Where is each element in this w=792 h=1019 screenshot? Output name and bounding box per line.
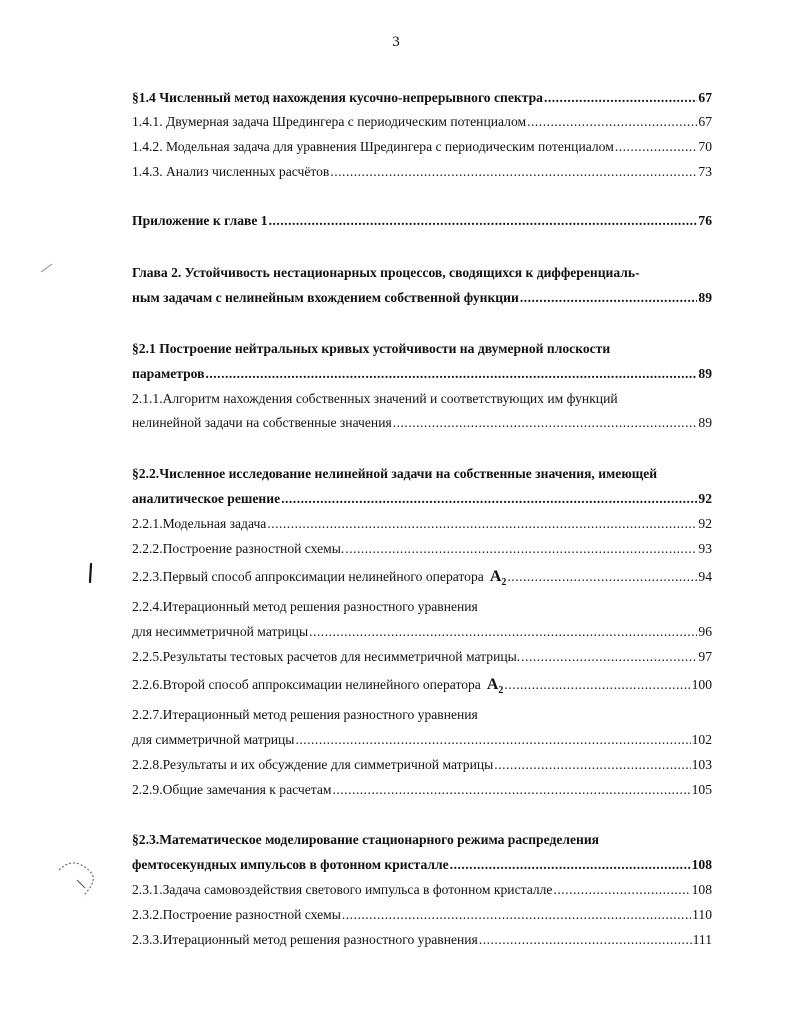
- operator-symbol: $A_2$: [486, 676, 504, 697]
- toc-entry-page: 108: [691, 882, 712, 897]
- toc-entry-page: 73: [698, 164, 712, 179]
- leader-dots: [521, 649, 697, 665]
- leader-dots: [332, 782, 690, 798]
- toc-entry: [132, 882, 712, 898]
- toc-entry-page: 103: [691, 757, 712, 772]
- toc-entry-text: 2.3.2.Построение разностной схемы: [132, 907, 341, 922]
- toc-entry: [132, 832, 712, 848]
- toc-entry: [132, 415, 712, 431]
- toc-entry: [132, 857, 712, 873]
- pen-mark-icon: [86, 562, 96, 586]
- toc-entry-page: 89: [698, 415, 712, 430]
- toc-entry-text: Глава 2. Устойчивость нестационарных процессов, сводящихся к дифференциаль-: [132, 265, 640, 280]
- toc-entry: [132, 732, 712, 748]
- toc-entry-text: 2.3.3.Итерационный метод решения разностного уравнения: [132, 932, 478, 947]
- toc-entry: [132, 757, 712, 773]
- toc-entry-page: 67: [698, 90, 712, 105]
- toc-entry-page: 89: [698, 366, 712, 381]
- toc-entry-page: 96: [698, 624, 712, 639]
- toc-entry-page: 105: [691, 782, 712, 797]
- toc-entry: [132, 366, 712, 382]
- toc-entry-page: 92: [698, 516, 712, 531]
- toc-entry-text: 2.2.3.Первый способ аппроксимации нелинейного оператора: [132, 569, 484, 584]
- toc-entry: [132, 541, 712, 557]
- leader-dots: [615, 139, 698, 155]
- toc-entry: [132, 676, 712, 696]
- leader-dots: [281, 491, 697, 507]
- toc-entry-text: параметров: [132, 366, 205, 381]
- toc-entry-text: ным задачам с нелинейным вхождением собственной функции: [132, 290, 519, 305]
- toc-entry-page: 108: [691, 857, 712, 872]
- toc-entry-text: для симметричной матрицы: [132, 732, 295, 747]
- toc-entry-page: 97: [698, 649, 712, 664]
- toc-entry-text: 2.2.6.Второй способ аппроксимации нелинейного оператора: [132, 677, 481, 692]
- toc-entry-page: 89: [698, 290, 712, 305]
- toc-entry-page: 102: [691, 732, 712, 747]
- toc-entry: [132, 213, 712, 229]
- toc-entry-text: 2.1.1.Алгоритм нахождения собственных значений и соответствующих им функций: [132, 391, 618, 406]
- operator-symbol: $A_2$: [489, 568, 507, 589]
- toc-entry-page: 70: [698, 139, 712, 154]
- toc-entry-page: 100: [691, 677, 712, 692]
- toc-entry-text: нелинейной задачи на собственные значения: [132, 415, 392, 430]
- leader-dots: [345, 541, 697, 557]
- toc-entry-text: аналитическое решение: [132, 491, 281, 506]
- leader-dots: [450, 857, 691, 873]
- page-number: 3: [392, 34, 400, 50]
- toc-entry: [132, 624, 712, 640]
- toc-entry-text: 1.4.2. Модельная задача для уравнения Шредингера с периодическим потенциалом: [132, 139, 614, 154]
- leader-dots: [267, 516, 697, 532]
- leader-dots: [504, 677, 690, 693]
- toc-entry-page: 93: [698, 541, 712, 556]
- toc-entry: [132, 568, 712, 588]
- toc-entry-text: §2.2.Численное исследование нелинейной задачи на собственные значения, имеющей: [132, 466, 658, 481]
- toc-entry-text: 2.3.1.Задача самовоздействия светового импульса в фотонном кристалле: [132, 882, 553, 897]
- leader-dots: [205, 366, 697, 382]
- handwritten-bracket-icon: [55, 850, 105, 900]
- leader-dots: [330, 164, 697, 180]
- toc-entry: [132, 649, 712, 665]
- toc-entry: [132, 466, 712, 482]
- toc-entry: [132, 707, 712, 723]
- toc-entry: [132, 114, 712, 130]
- leader-dots: [553, 882, 690, 898]
- leader-dots: [527, 114, 697, 130]
- toc-entry: [132, 491, 712, 507]
- toc-entry-text: §1.4 Численный метод нахождения кусочно-непрерывного спектра: [132, 90, 543, 105]
- toc-entry: [132, 164, 712, 180]
- leader-dots: [393, 415, 698, 431]
- toc-entry-text: фемтосекундных импульсов в фотонном кристалле: [132, 857, 449, 872]
- toc-entry: [132, 907, 712, 923]
- toc-entry: [132, 290, 712, 306]
- toc-entry-text: 2.2.4.Итерационный метод решения разностного уравнения: [132, 599, 478, 614]
- toc-entry: [132, 391, 712, 407]
- toc-entry-text: 2.2.8.Результаты и их обсуждение для симметричной матрицы: [132, 757, 494, 772]
- toc-entry-text: §2.3.Математическое моделирование стационарного режима распределения: [132, 832, 600, 847]
- leader-dots: [479, 932, 692, 948]
- toc-entry: [132, 516, 712, 532]
- toc-entry-text: 2.2.1.Модельная задача: [132, 516, 267, 531]
- leader-dots: [295, 732, 690, 748]
- toc-entry-text: 2.2.2.Построение разностной схемы.: [132, 541, 345, 556]
- toc-entry-text: §2.1 Построение нейтральных кривых устойчивости на двумерной плоскости: [132, 341, 611, 356]
- toc-entry-page: 92: [698, 491, 712, 506]
- toc-entry: [132, 932, 712, 948]
- leader-dots: [342, 907, 691, 923]
- toc-entry-text: 2.2.5.Результаты тестовых расчетов для несимметричной матрицы.: [132, 649, 521, 664]
- toc-entry: [132, 139, 712, 155]
- leader-dots: [309, 624, 697, 640]
- leader-dots: [507, 569, 697, 585]
- toc-entry-text: для несимметричной матрицы: [132, 624, 309, 639]
- toc-entry: [132, 265, 712, 281]
- leader-dots: [520, 290, 698, 306]
- toc-entry: [132, 341, 712, 357]
- toc-entry-page: 76: [698, 213, 712, 228]
- toc-entry-text: 2.2.9.Общие замечания к расчетам: [132, 782, 332, 797]
- toc-entry-text: 1.4.3. Анализ численных расчётов: [132, 164, 330, 179]
- toc-entry-page: 110: [692, 907, 712, 922]
- leader-dots: [544, 90, 697, 106]
- toc-entry-text: Приложение к главе 1: [132, 213, 268, 228]
- scan-mark-icon: [40, 262, 54, 274]
- toc-entry: [132, 599, 712, 615]
- toc-entry-page: 94: [698, 569, 712, 584]
- toc-entry-text: 2.2.7.Итерационный метод решения разностного уравнения: [132, 707, 478, 722]
- toc-entry-text: 1.4.1. Двумерная задача Шредингера с периодическим потенциалом: [132, 114, 527, 129]
- toc-entry: [132, 782, 712, 798]
- leader-dots: [494, 757, 690, 773]
- toc-entry-page: 111: [692, 932, 712, 947]
- toc-entry: [132, 90, 712, 106]
- leader-dots: [269, 213, 698, 229]
- toc-entry-page: 67: [698, 114, 712, 129]
